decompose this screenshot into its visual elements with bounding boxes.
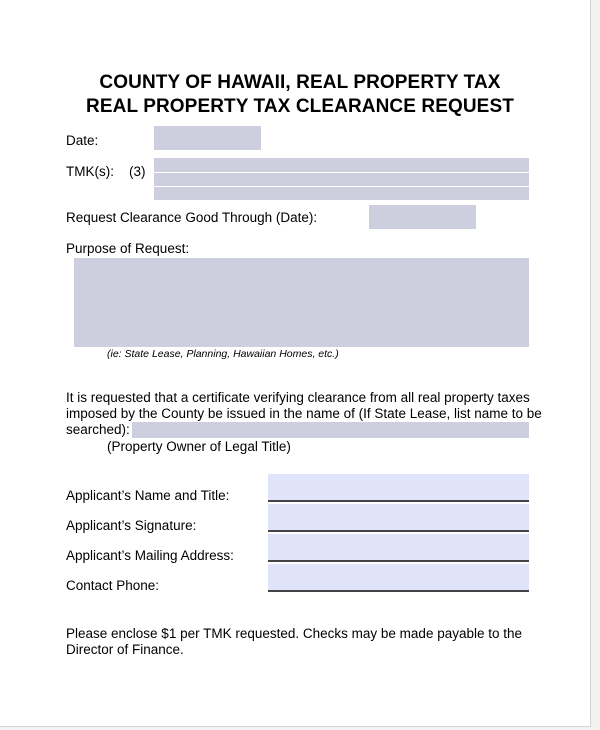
- request-line-1: It is requested that a certificate verifying clearance from all real property taxes: [66, 390, 530, 405]
- footer-line-2: Director of Finance.: [66, 642, 184, 657]
- tmk-field-1[interactable]: [154, 158, 529, 172]
- applicant-name-label: Applicant’s Name and Title:: [66, 488, 230, 503]
- tmk-prefix: (3): [129, 164, 146, 179]
- applicant-address-label: Applicant’s Mailing Address:: [66, 548, 234, 563]
- applicant-name-underline: [268, 500, 529, 502]
- tmk-field-2[interactable]: [154, 173, 529, 186]
- purpose-label: Purpose of Request:: [66, 241, 190, 256]
- footer-line-1: Please enclose $1 per TMK requested. Checks may be made payable to the: [66, 626, 523, 641]
- title-line-1: COUNTY OF HAWAII, REAL PROPERTY TAX: [99, 72, 501, 93]
- applicant-name-field[interactable]: [268, 474, 529, 500]
- applicant-signature-underline: [268, 530, 529, 532]
- tmk-label: TMK(s):: [66, 164, 114, 179]
- request-line-3: searched):: [66, 422, 130, 437]
- owner-name-field[interactable]: [132, 422, 529, 438]
- good-through-label: Request Clearance Good Through (Date):: [66, 210, 318, 225]
- applicant-signature-label: Applicant’s Signature:: [66, 518, 197, 533]
- date-field[interactable]: [154, 126, 261, 150]
- purpose-hint: (ie: State Lease, Planning, Hawaiian Homes, etc.): [107, 348, 339, 360]
- applicant-address-field[interactable]: [268, 534, 529, 560]
- good-through-field[interactable]: [369, 205, 476, 229]
- tmk-field-3[interactable]: [154, 187, 529, 200]
- contact-phone-field[interactable]: [268, 564, 529, 590]
- title-line-2: REAL PROPERTY TAX CLEARANCE REQUEST: [86, 96, 514, 117]
- contact-phone-label: Contact Phone:: [66, 578, 160, 593]
- date-label: Date:: [66, 133, 99, 148]
- contact-phone-underline: [268, 590, 529, 592]
- applicant-signature-field[interactable]: [268, 504, 529, 530]
- owner-hint: (Property Owner of Legal Title): [107, 439, 291, 454]
- applicant-address-underline: [268, 560, 529, 562]
- request-line-2: imposed by the County be issued in the name of (If State Lease, list name to be: [66, 406, 542, 421]
- purpose-field[interactable]: [74, 258, 529, 347]
